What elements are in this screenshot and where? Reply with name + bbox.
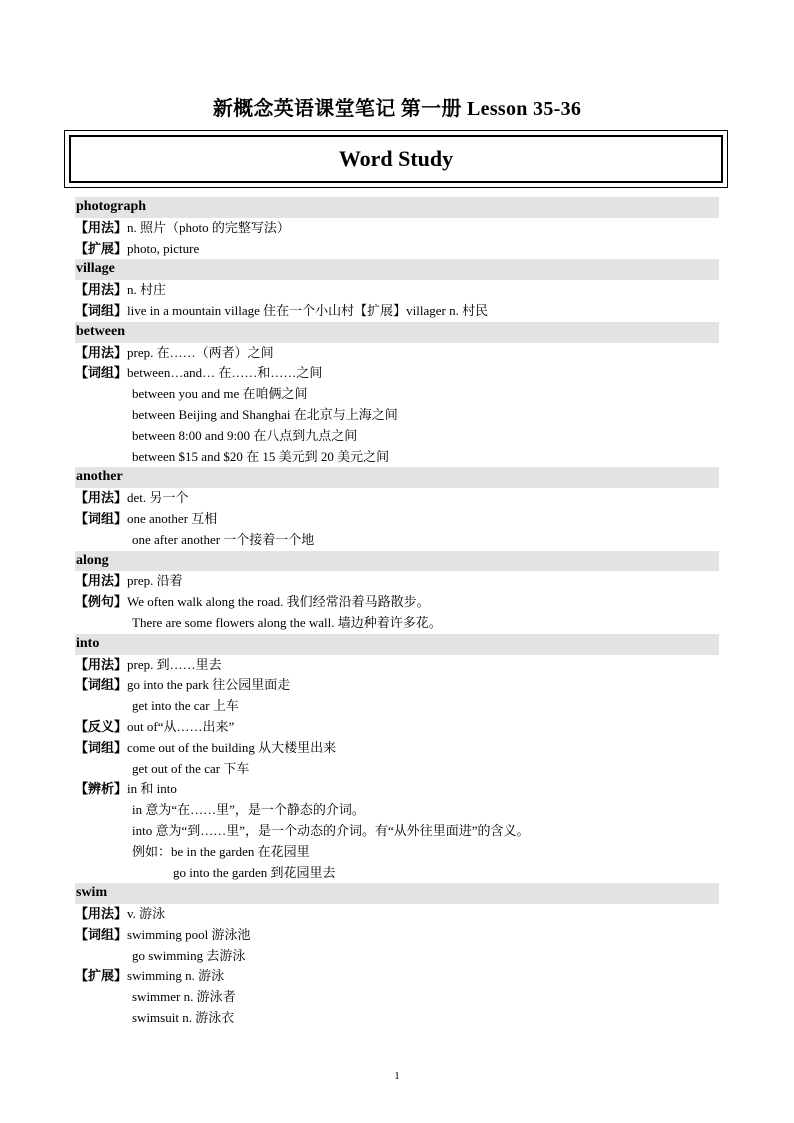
note-text: live in a mountain village 住在一个小山村【扩展】villager n. 村民 [127,302,489,318]
word-heading: along [75,551,719,572]
note-continuation: between you and me 在咱俩之间 [132,386,308,402]
word-heading: between [75,322,719,343]
note-item [75,779,719,800]
word-heading: photograph [75,197,719,218]
note-continuation: between 8:00 and 9:00 在八点到九点之间 [132,427,358,443]
note-item [75,509,719,530]
note-item [75,571,719,592]
note-continuation: 例如：be in the garden 在花园里 [132,843,310,859]
note-tag: 【用法】 [75,344,128,360]
note-tag: 【词组】 [75,510,128,526]
note-text: det. 另一个 [127,490,189,506]
note-continuation: in 意为“在……里”，是一个静态的介词。 [132,802,365,818]
note-item [75,592,719,613]
note-tag: 【用法】 [75,573,128,589]
note-tag: 【词组】 [75,926,128,942]
word-heading: swim [75,883,719,904]
note-tag: 【辨析】 [75,781,128,797]
note-continuation: between $15 and $20 在 15 美元到 20 美元之间 [132,448,390,464]
section-title-box [64,130,728,188]
word-study-content [75,197,719,1029]
note-tag: 【反义】 [75,718,128,734]
note-text: v. 游泳 [127,906,166,922]
note-item [75,738,719,759]
note-item [75,218,719,239]
note-item [75,655,719,676]
note-continuation: swimmer n. 游泳者 [132,989,236,1005]
note-text: between…and… 在……和……之间 [127,365,323,381]
note-text: prep. 到……里去 [127,656,222,672]
word-heading: village [75,259,719,280]
note-tag: 【用法】 [75,490,128,506]
note-continuation: get out of the car 下车 [132,760,250,776]
note-continuation: between Beijing and Shanghai 在北京与上海之间 [132,406,398,422]
note-continuation: swimsuit n. 游泳衣 [132,1010,235,1026]
note-continuation: into 意为“到……里”，是一个动态的介词。有“从外往里面进”的含义。 [132,822,530,838]
note-text: out of“从……出来” [127,718,235,734]
note-tag: 【词组】 [75,365,128,381]
note-text: n. 照片（photo 的完整写法） [127,219,290,235]
note-text: We often walk along the road. 我们经常沿着马路散步。 [127,594,430,610]
note-tag: 【用法】 [75,656,128,672]
note-text: n. 村庄 [127,282,167,298]
note-text: prep. 沿着 [127,573,183,589]
note-tag: 【用法】 [75,906,128,922]
note-text: photo, picture [127,240,200,256]
note-tag: 【扩展】 [75,968,128,984]
note-item [75,488,719,509]
note-text: swimming n. 游泳 [127,968,225,984]
note-item [75,904,719,925]
note-text: one another 互相 [127,510,218,526]
note-item [75,925,719,946]
note-tag: 【扩展】 [75,240,128,256]
note-continuation: get into the car 上车 [132,698,239,714]
word-heading: into [75,634,719,655]
note-tag: 【例句】 [75,594,128,610]
note-item [75,363,719,384]
section-title: Word Study [69,135,723,183]
note-text: swimming pool 游泳池 [127,926,251,942]
note-item [75,966,719,987]
note-continuation: go swimming 去游泳 [132,947,246,963]
note-continuation: go into the garden 到花园里去 [173,864,336,880]
note-tag: 【词组】 [75,739,128,755]
page-title: 新概念英语课堂笔记 第一册 Lesson 35-36 [212,98,582,120]
note-text: in 和 into [127,781,177,797]
note-tag: 【用法】 [75,219,128,235]
note-text: come out of the building 从大楼里出来 [127,739,337,755]
note-item [75,301,719,322]
note-item [75,675,719,696]
note-text: prep. 在……（两者）之间 [127,344,274,360]
note-tag: 【词组】 [75,302,128,318]
note-continuation: one after another 一个接着一个地 [132,531,315,547]
note-continuation: There are some flowers along the wall. 墙边种着许多花。 [132,614,442,630]
note-item [75,280,719,301]
note-tag: 【词组】 [75,677,128,693]
note-item [75,343,719,364]
note-item [75,239,719,260]
note-tag: 【用法】 [75,282,128,298]
note-text: go into the park 往公园里面走 [127,677,291,693]
note-item [75,717,719,738]
word-heading: another [75,467,719,488]
page-number: 1 [394,1070,400,1082]
